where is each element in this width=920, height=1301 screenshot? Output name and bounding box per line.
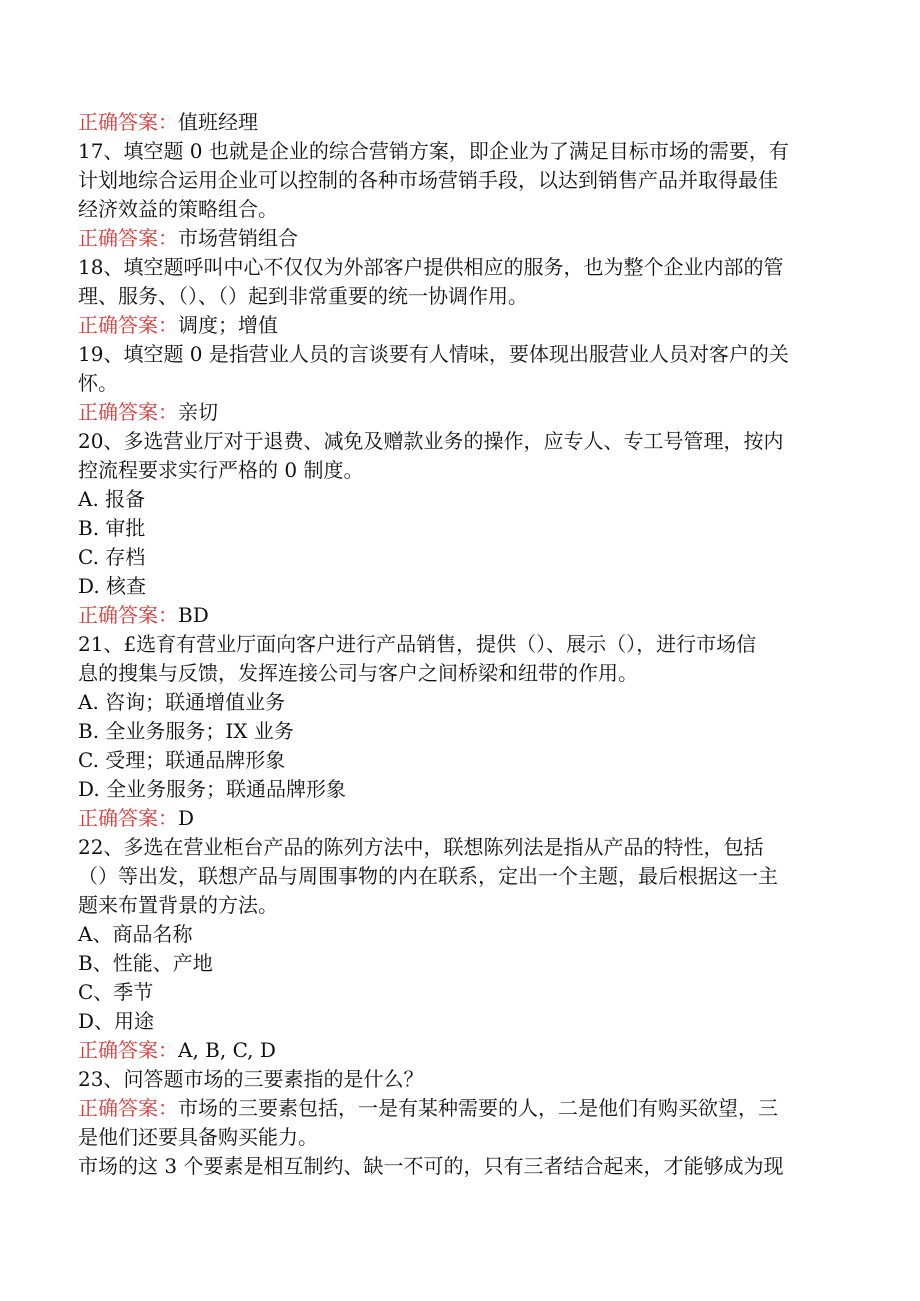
text-line: 息的搜集与反馈，发挥连接公司与客户之间桥梁和纽带的作用。 (78, 661, 638, 685)
answer-line (78, 804, 838, 833)
answer-label: 正确答案： (78, 400, 178, 424)
text-line: 是他们还要具备购买能力。 (78, 1125, 318, 1149)
answer-label: 正确答案： (78, 313, 178, 337)
document-page (78, 108, 838, 1181)
text-line: D. 全业务服务；联通品牌形象 (78, 777, 347, 801)
answer-value: BD (178, 603, 209, 627)
text-line: 市场的这 3 个要素是相互制约、缺一不可的，只有三者结合起来，才能够成为现 (78, 1154, 784, 1178)
answer-value: 值班经理 (178, 110, 258, 134)
text-line: C. 受理；联通品牌形象 (78, 748, 286, 772)
answer-label: 正确答案： (78, 1038, 178, 1062)
answer-label: 正确答案： (78, 806, 178, 830)
text-line: A. 报备 (78, 487, 146, 511)
answer-value: 市场营销组合 (178, 226, 298, 250)
answer-line (78, 1094, 838, 1123)
answer-value: 市场的三要素包括，一是有某种需要的人，二是他们有购买欲望，三 (178, 1096, 778, 1120)
text-line: B. 审批 (78, 516, 146, 540)
answer-line (78, 601, 838, 630)
text-line: 19、填空题 0 是指营业人员的言谈要有人情味，要体现出服营业人员对客户的关 (78, 342, 789, 366)
text-line: 22、多选在营业柜台产品的陈列方法中，联想陈列法是指从产品的特性，包括 (78, 835, 764, 859)
answer-value: D (178, 806, 195, 830)
text-line: C. 存档 (78, 545, 146, 569)
answer-label: 正确答案： (78, 110, 178, 134)
text-line: C、季节 (78, 980, 154, 1004)
answer-line (78, 311, 838, 340)
text-line: （）等出发，联想产品与周围事物的内在联系，定出一个主题，最后根据这一主 (78, 864, 778, 888)
answer-line (78, 1036, 838, 1065)
text-line: 控流程要求实行严格的 0 制度。 (78, 458, 364, 482)
text-line: 17、填空题 0 也就是企业的综合营销方案，即企业为了满足目标市场的需要，有 (78, 139, 789, 163)
text-line: 23、问答题市场的三要素指的是什么？ (78, 1067, 424, 1091)
answer-label: 正确答案： (78, 226, 178, 250)
text-line: B、性能、产地 (78, 951, 213, 975)
text-line: 18、填空题呼叫中心不仅仅为外部客户提供相应的服务，也为整个企业内部的管 (78, 255, 784, 279)
answer-value: 亲切 (178, 400, 218, 424)
text-line: 理、服务、（）、（）起到非常重要的统一协调作用。 (78, 284, 528, 308)
text-line: 21、£选育有营业厅面向客户进行产品销售，提供（）、展示（），进行市场信 (78, 632, 757, 656)
answer-value: 调度；增值 (178, 313, 278, 337)
text-line: A、商品名称 (78, 922, 193, 946)
text-line: B. 全业务服务；IX 业务 (78, 719, 294, 743)
answer-line (78, 398, 838, 427)
text-line: 题来布置背景的方法。 (78, 893, 278, 917)
answer-label: 正确答案： (78, 1096, 178, 1120)
text-line: 经济效益的策略组合。 (78, 197, 278, 221)
answer-value: A, B, C, D (178, 1038, 276, 1062)
text-line: D、用途 (78, 1009, 155, 1033)
text-line: A. 咨询；联通增值业务 (78, 690, 286, 714)
text-line: D. 核查 (78, 574, 147, 598)
text-line: 计划地综合运用企业可以控制的各种市场营销手段，以达到销售产品并取得最佳 (78, 168, 778, 192)
answer-label: 正确答案： (78, 603, 178, 627)
answer-line (78, 108, 838, 137)
text-line: 怀。 (78, 371, 118, 395)
answer-line (78, 224, 838, 253)
text-line: 20、多选营业厅对于退费、减免及赠款业务的操作，应专人、专工号管理，按内 (78, 429, 784, 453)
